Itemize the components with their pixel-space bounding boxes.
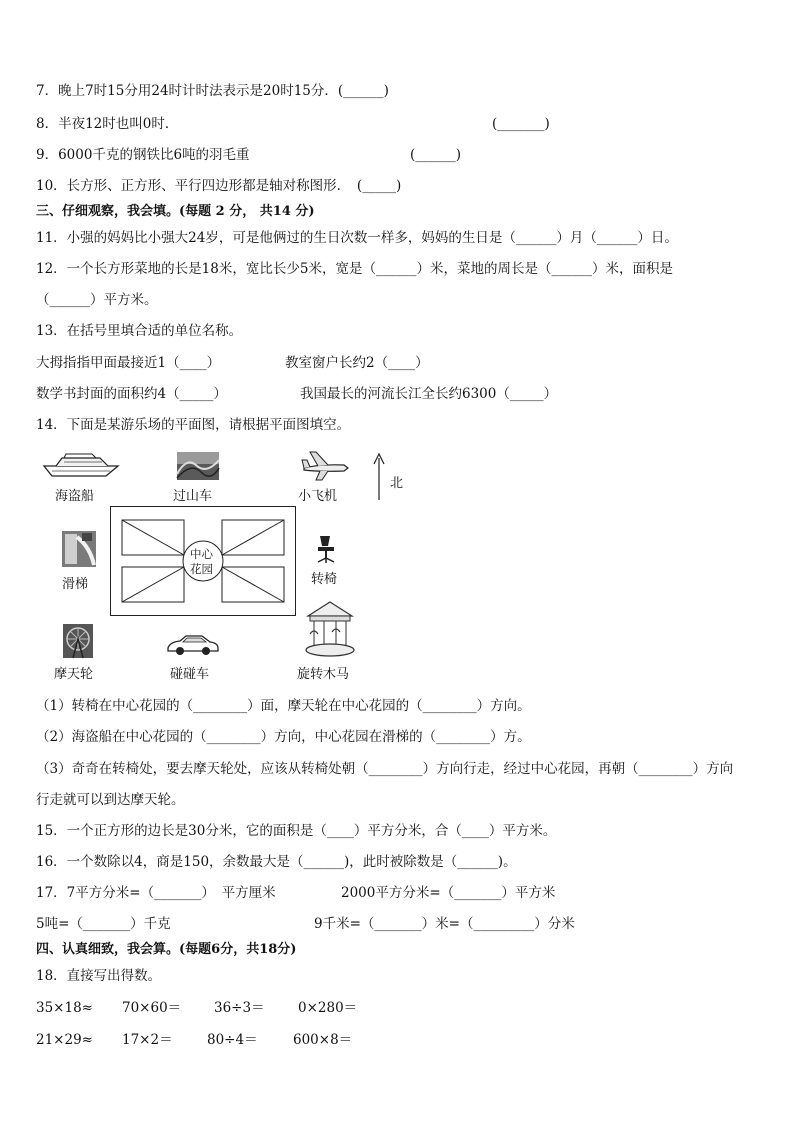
calc-item: 600×8＝ — [293, 1032, 353, 1048]
label-carousel: 旋转木马 — [297, 667, 350, 682]
label-pirate-ship: 海盗船 — [55, 489, 95, 504]
calc-item: 80÷4＝ — [207, 1032, 258, 1048]
label-center-1: 中心 — [190, 547, 213, 561]
roller-coaster-icon — [177, 452, 219, 480]
q8: 8．半夜12时也叫0时． — [36, 116, 179, 132]
bumper-car-icon — [166, 634, 220, 656]
q14: 14．下面是某游乐场的平面图，请根据平面图填空。 — [36, 417, 351, 433]
q14-part-3-line1: （3）奇奇在转椅处，要去摩天轮处，应该从转椅处朝（________）方向行走，经过中心花园，再朝（________）方向 — [36, 761, 734, 777]
q13-item-2: 教室窗户长约2（____） — [285, 355, 429, 371]
calc-item: 36÷3＝ — [214, 1000, 265, 1016]
label-roller-coaster: 过山车 — [173, 489, 213, 504]
section-3-heading: 三、仔细观察，我会填。(每题 2 分， 共14 分) — [36, 204, 315, 219]
q18: 18．直接写出得数。 — [36, 968, 162, 984]
calc-item: 0×280＝ — [298, 1000, 358, 1016]
q10: 10．长方形、正方形、平行四边形都是轴对称图形． (_____) — [36, 178, 402, 194]
calc-item: 35×18≈ — [36, 1000, 93, 1016]
q13: 13．在括号里填合适的单位名称。 — [36, 323, 243, 339]
pirate-ship-icon — [42, 452, 120, 478]
q17-item-2: 2000平方分米=（_______）平方米 — [341, 885, 556, 901]
q13-item-1: 大拇指指甲面最接近1（____） — [36, 355, 221, 371]
q11: 11．小强的妈妈比小强大24岁，可是他俩过的生日次数一样多，妈妈的生日是（______）月（______）日。 — [36, 230, 678, 246]
amusement-park-map — [0, 440, 794, 690]
q13-item-4: 我国最长的河流长江全长约6300（_____） — [300, 386, 558, 402]
q17-item-3: 5吨=（_______）千克 — [36, 916, 171, 932]
q12-line1: 12．一个长方形菜地的长是18米，宽比长少5米，宽是（______）米，菜地的周长是（______）米，面积是 — [36, 261, 673, 277]
calc-item: 70×60＝ — [122, 1000, 182, 1016]
label-ferris-wheel: 摩天轮 — [54, 667, 94, 682]
calc-item: 21×29≈ — [36, 1032, 93, 1048]
q13-item-3: 数学书封面的面积约4（_____） — [36, 386, 227, 402]
label-north: 北 — [390, 476, 404, 491]
q8-blank[interactable]: (_______) — [492, 116, 550, 132]
q14-part-1: （1）转椅在中心花园的（________）面，摩天轮在中心花园的（________）方向。 — [36, 698, 531, 714]
q9-blank[interactable]: (______) — [410, 147, 462, 163]
slide-icon — [62, 531, 96, 567]
q15: 15．一个正方形的边长是30分米，它的面积是（____）平方分米，合（____）平方米。 — [36, 823, 557, 839]
label-swivel-chair: 转椅 — [311, 572, 338, 587]
swivel-chair-icon — [314, 534, 338, 564]
calc-item: 17×2＝ — [122, 1032, 173, 1048]
north-arrow-icon — [373, 454, 385, 500]
ferris-wheel-icon — [63, 624, 93, 658]
q17-item-4: 9千米=（_______）米=（_________）分米 — [314, 916, 575, 932]
q7: 7．晚上7时15分用24时计时法表示是20时15分．(______) — [36, 83, 389, 99]
q17-item-1: 17．7平方分米=（_______） 平方厘米 — [36, 885, 276, 901]
label-small-plane: 小飞机 — [298, 489, 338, 504]
q14-part-2: （2）海盗船在中心花园的（________）方向，中心花园在滑梯的（________）方。 — [36, 729, 531, 745]
section-4-heading: 四、认真细致，我会算。(每题6分，共18分) — [36, 942, 297, 957]
label-center-2: 花园 — [190, 562, 213, 576]
small-plane-icon — [300, 448, 350, 482]
label-bumper-car: 碰碰车 — [170, 667, 210, 682]
q14-part-3-line2: 行走就可以到达摩天轮。 — [36, 792, 185, 808]
carousel-icon — [304, 600, 356, 658]
label-slide: 滑梯 — [62, 577, 89, 592]
q9: 9．6000千克的钢铁比6吨的羽毛重 — [36, 147, 250, 163]
q16: 16．一个数除以4，商是150，余数最大是（______)，此时被除数是（______)。 — [36, 854, 517, 870]
q12-line2: （______）平方米。 — [36, 292, 158, 308]
